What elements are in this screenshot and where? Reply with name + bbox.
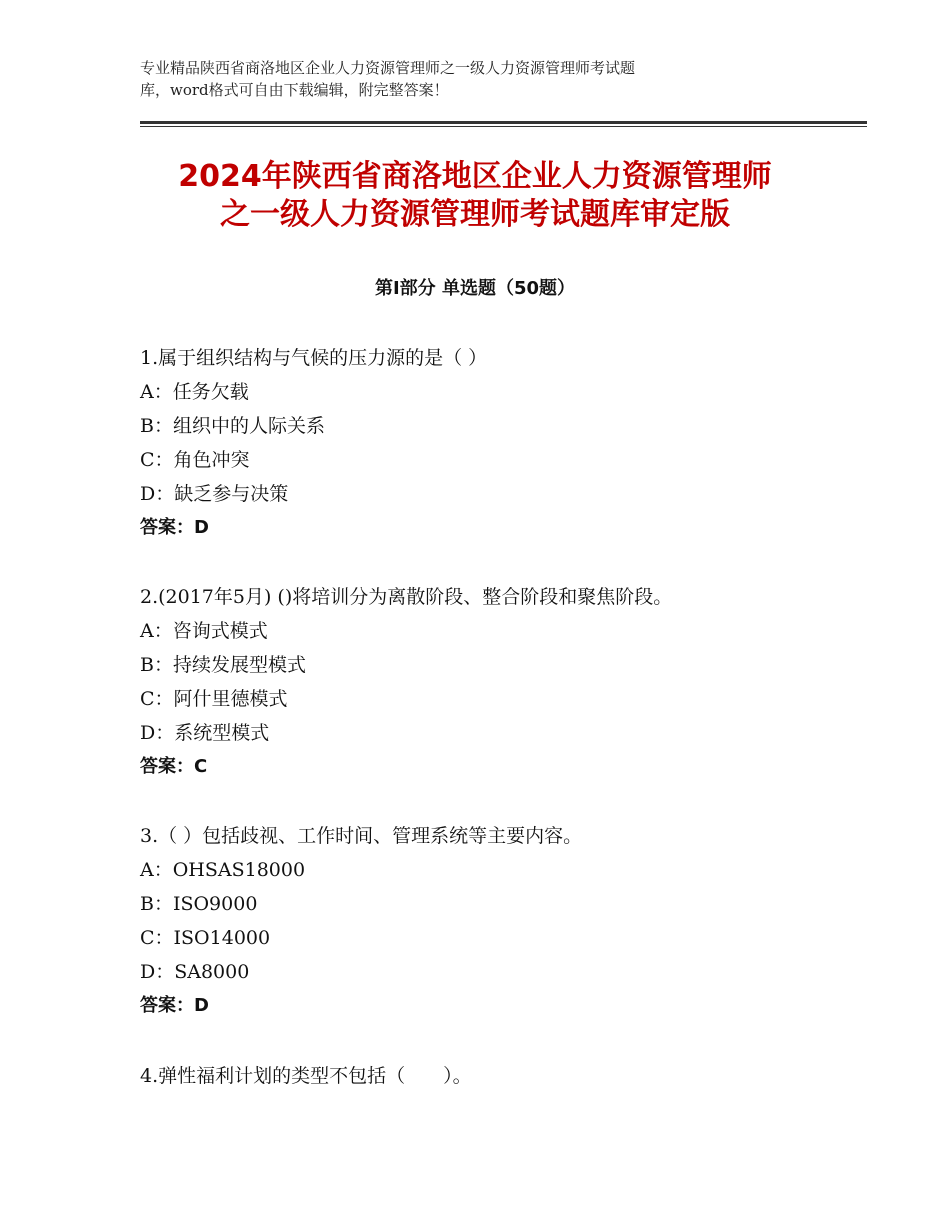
header-divider-thin [140, 126, 867, 127]
header-divider-thick [140, 121, 867, 124]
question-3-option-a: A：OHSAS18000 [140, 859, 306, 881]
question-1-stem: 1.属于组织结构与气候的压力源的是（ ） [140, 347, 488, 369]
question-1-option-d: D：缺乏参与决策 [140, 483, 289, 505]
question-3-option-d: D：SA8000 [140, 961, 250, 983]
question-3-answer: 答案：D [140, 995, 209, 1016]
question-4-stem: 4.弹性福利计划的类型不包括（ ）。 [140, 1065, 472, 1087]
question-1-option-b: B：组织中的人际关系 [140, 415, 325, 437]
question-1-answer: 答案：D [140, 517, 209, 538]
question-2-option-a: A：咨询式模式 [140, 620, 268, 642]
question-1-option-c: C：角色冲突 [140, 449, 250, 471]
question-3-stem: 3.（ ）包括歧视、工作时间、管理系统等主要内容。 [140, 825, 583, 847]
question-3-option-b: B：ISO9000 [140, 893, 258, 915]
question-2-option-b: B：持续发展型模式 [140, 654, 306, 676]
document-title [100, 158, 850, 234]
question-2-option-d: D：系统型模式 [140, 722, 270, 744]
section-heading: 第Ⅰ部分 单选题（50题） [374, 278, 575, 299]
question-2-answer: 答案：C [140, 756, 208, 777]
question-3-option-c: C：ISO14000 [140, 927, 271, 949]
question-2-stem: 2.(2017年5月) ()将培训分为离散阶段、整合阶段和聚焦阶段。 [140, 586, 673, 608]
page-header [140, 57, 780, 101]
header-line-2: 库，word格式可自由下载编辑，附完整答案！ [140, 81, 449, 99]
question-2-option-c: C：阿什里德模式 [140, 688, 288, 710]
header-line-1: 专业精品陕西省商洛地区企业人力资源管理师之一级人力资源管理师考试题 [140, 59, 636, 77]
title-line-1: 2024年陕西省商洛地区企业人力资源管理师 [178, 159, 772, 194]
title-line-2: 之一级人力资源管理师考试题库审定版 [220, 197, 730, 232]
question-1-option-a: A：任务欠载 [140, 381, 249, 403]
